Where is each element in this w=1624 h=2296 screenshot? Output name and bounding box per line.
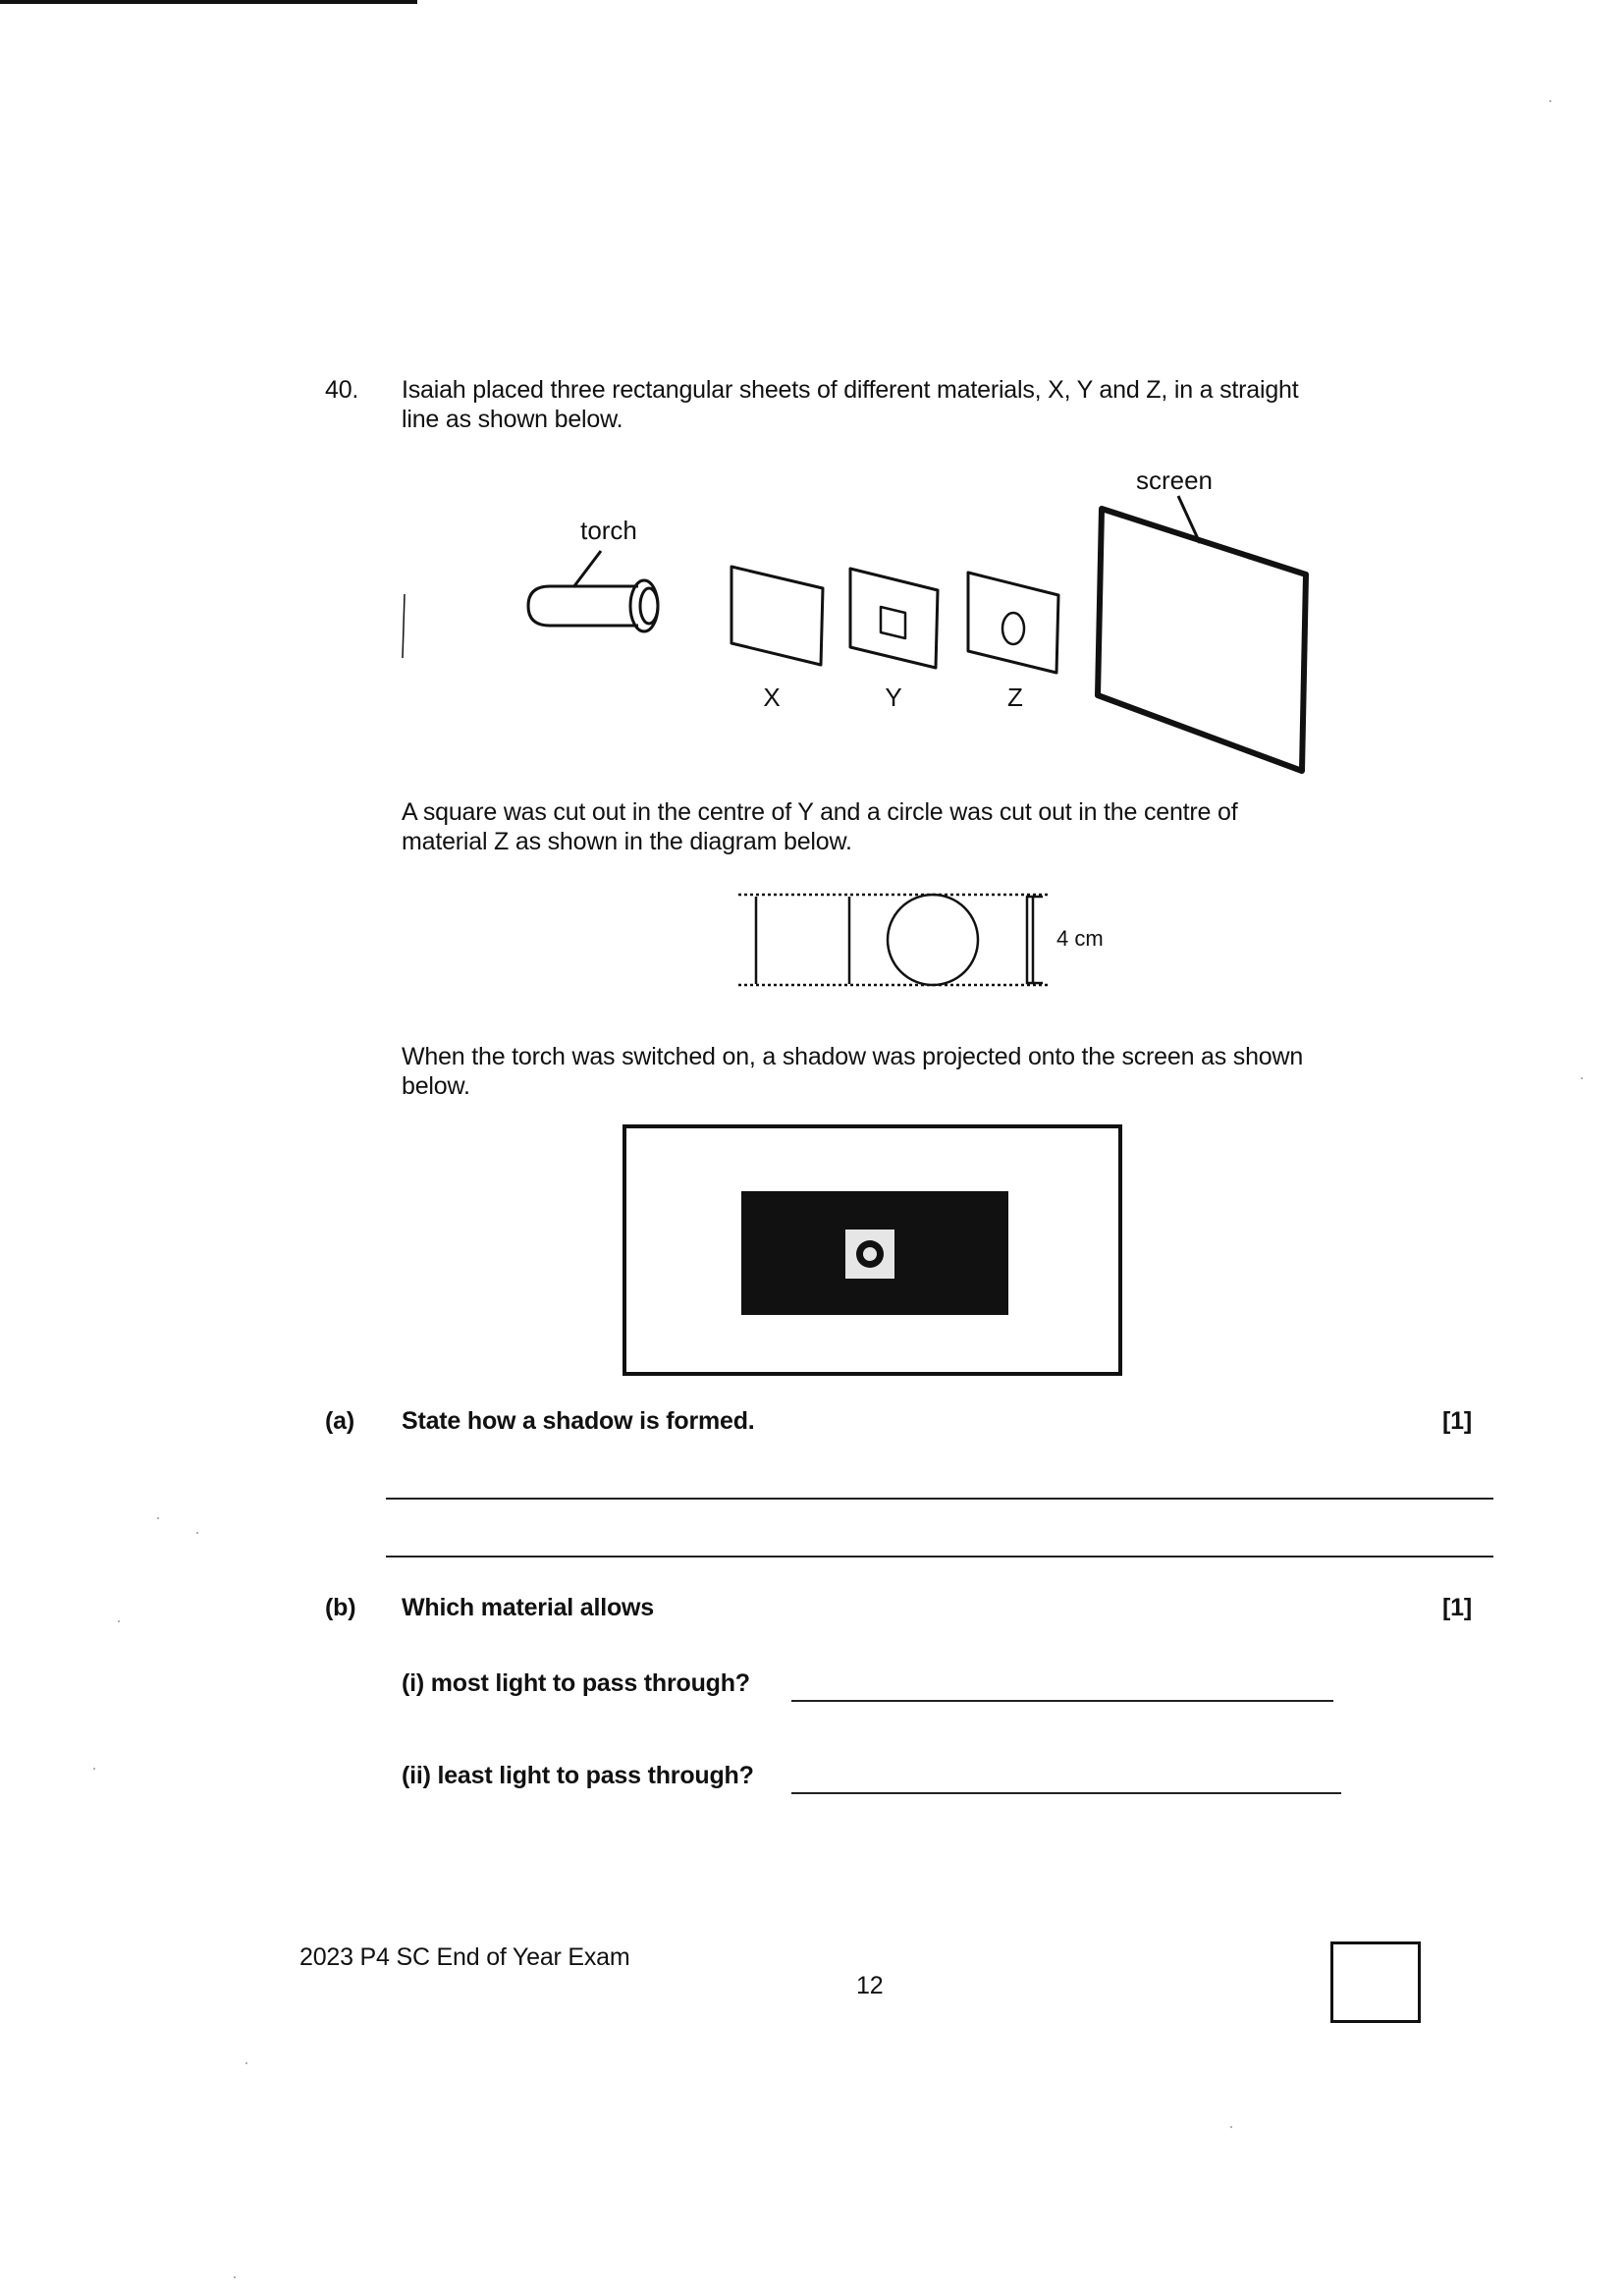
part-b-ii: (ii) least light to pass through? — [402, 1762, 754, 1789]
part-a-marks: [1] — [1442, 1407, 1472, 1435]
score-box[interactable] — [1330, 1941, 1421, 2023]
part-b-marks: [1] — [1442, 1594, 1472, 1621]
x-label: X — [763, 683, 781, 712]
part-b-i-answer-line[interactable] — [791, 1700, 1333, 1702]
screen-label: screen — [1135, 465, 1214, 495]
scan-speck — [1230, 2126, 1232, 2128]
part-b-i: (i) most light to pass through? — [402, 1669, 750, 1697]
torch-label: torch — [580, 516, 637, 545]
part-b-question: Which material allows — [402, 1594, 654, 1621]
scan-speck — [1581, 1077, 1583, 1079]
part-b-label: (b) — [325, 1594, 356, 1621]
intro-line-2: line as shown below. — [402, 406, 623, 433]
dimension-label: 4 cm — [1056, 926, 1104, 951]
scan-speck — [196, 1532, 198, 1534]
exam-title: 2023 P4 SC End of Year Exam — [299, 1943, 630, 1971]
page-number: 12 — [856, 1972, 884, 1999]
scan-speck — [157, 1517, 159, 1519]
shadow-line-2: below. — [402, 1072, 470, 1100]
scan-speck — [118, 1620, 120, 1622]
shadow-line-1: When the torch was switched on, a shadow was projected onto the screen as shown — [402, 1043, 1304, 1070]
y-label: Y — [885, 683, 902, 712]
part-b-ii-answer-line[interactable] — [791, 1792, 1341, 1794]
part-a-question: State how a shadow is formed. — [402, 1407, 755, 1435]
cutout-line-2: material Z as shown in the diagram below. — [402, 828, 852, 855]
part-a-answer-line-1[interactable] — [386, 1498, 1493, 1500]
scan-speck — [245, 2062, 247, 2064]
intro-line-1: Isaiah placed three rectangular sheets of different materials, X, Y and Z, in a straight — [402, 376, 1299, 404]
scan-speck — [234, 2276, 236, 2278]
scan-speck — [93, 1768, 95, 1770]
cutout-line-1: A square was cut out in the centre of Y and a circle was cut out in the centre of — [402, 798, 1238, 826]
question-number: 40. — [325, 376, 359, 404]
part-a-label: (a) — [325, 1407, 354, 1435]
z-label: Z — [1007, 683, 1023, 712]
part-a-answer-line-2[interactable] — [386, 1556, 1493, 1558]
scan-speck — [1549, 100, 1551, 102]
